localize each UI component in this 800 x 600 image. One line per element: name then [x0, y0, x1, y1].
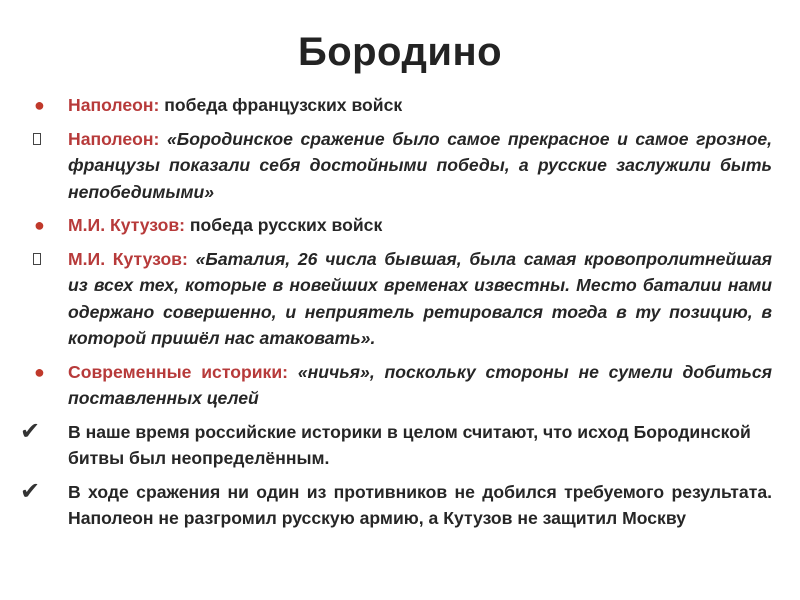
bullet-list [20, 92, 772, 532]
item-text: В наше время российские историки в целом считают, что исход Бородинской битвы был неопределённым. [68, 421, 751, 468]
list-item [20, 359, 772, 412]
bullet-dot-icon: ● [34, 361, 45, 382]
list-item [20, 419, 772, 472]
slide-title: Бородино [297, 30, 503, 74]
checkmark-icon: ✔ [20, 417, 41, 445]
item-text: В ходе сражения ни один из противников не добился требуемого результата. Наполеон не разгромил русскую армию, а Кутузов не защитил Москву [68, 481, 772, 528]
list-item [20, 126, 772, 206]
item-speaker: Современные историки: [68, 361, 289, 382]
list-item [20, 479, 772, 532]
checkmark-icon: ✔ [20, 477, 41, 505]
item-text: победа русских войск [185, 215, 383, 235]
item-speaker: М.И. Кутузов: [68, 215, 186, 235]
box-bullet-icon [33, 133, 41, 145]
item-text: «Бородинское сражение было самое прекрасное и самое грозное, французы показали себя достойными победы, а русские заслужили быть непобедимыми» [68, 128, 772, 202]
item-text: «Баталия, 26 числа бывшая, была самая кровопролитнейшая из всех тех, которые в новейших временах известны. Место баталии нами одержано совершенно, и неприятель ретировался тогда в ту позицию, в которой пришёл нас атаковать». [68, 248, 773, 348]
item-speaker: М.И. Кутузов: [68, 248, 188, 269]
item-text: «ничья», поскольку стороны не сумели добиться поставленных целей [68, 361, 772, 408]
bullet-dot-icon: ● [34, 215, 45, 235]
list-item [20, 212, 772, 239]
list-item [20, 92, 772, 119]
item-speaker: Наполеон: [68, 95, 160, 115]
item-text: победа французских войск [159, 95, 403, 115]
item-speaker: Наполеон: [68, 128, 160, 149]
bullet-dot-icon: ● [34, 95, 45, 115]
box-bullet-icon [33, 253, 41, 265]
list-item [20, 246, 772, 352]
